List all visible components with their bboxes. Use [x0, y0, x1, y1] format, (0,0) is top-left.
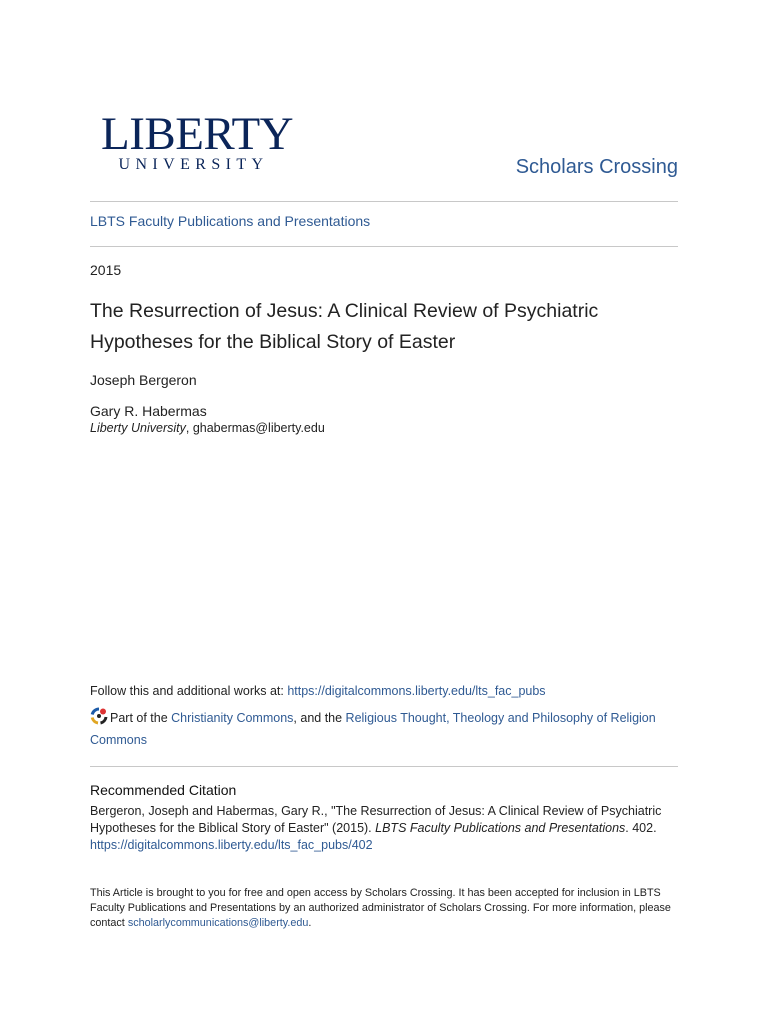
religious-thought-commons-link[interactable]: Religious Thought, Theology and Philosophy of Religion Commons: [90, 711, 656, 747]
scholars-crossing-link[interactable]: Scholars Crossing: [515, 156, 678, 178]
follow-line: [90, 684, 546, 698]
citation-body: [90, 803, 678, 854]
series-link[interactable]: LBTS Faculty Publications and Presentations: [90, 213, 371, 229]
citation-url-link[interactable]: https://digitalcommons.liberty.edu/lts_fac_pubs/402: [90, 838, 373, 852]
citation-heading: Recommended Citation: [90, 782, 237, 798]
notice-text: This Article is brought to you for free and open access by Scholars Crossing. It has been accepted for inclusion in LBTS Faculty Publications and Presentations by an authorized administrator of Scholars Crossing. For more information, please contact: [90, 887, 671, 929]
article-title: The Resurrection of Jesus: A Clinical Review of Psychiatric Hypotheses for the Biblical Story of Easter: [90, 300, 599, 353]
author-email: , ghabermas@liberty.edu: [185, 421, 325, 435]
logo-wordmark: LIBERTY: [101, 108, 294, 160]
publication-year: 2015: [90, 262, 122, 278]
christianity-commons-link[interactable]: Christianity Commons: [171, 711, 294, 725]
part-of-middle: , and the: [293, 711, 346, 725]
liberty-university-logo[interactable]: [101, 108, 294, 173]
access-notice: [90, 886, 678, 931]
citation-text: Bergeron, Joseph and Habermas, Gary R., "The Resurrection of Jesus: A Clinical Review of Psychiatric Hypotheses for the Biblical Story of Easter" (2015).: [90, 804, 662, 835]
notice-end: .: [308, 917, 312, 929]
logo-subtitle: UNIVERSITY: [118, 156, 269, 173]
divider: [90, 201, 678, 202]
contact-email-link[interactable]: scholarlycommunications@liberty.edu: [127, 917, 309, 929]
part-of-line: [90, 707, 678, 751]
follow-prefix: Follow this and additional works at:: [90, 684, 288, 698]
citation-number: . 402.: [625, 821, 657, 835]
author-name: Gary R. Habermas: [90, 403, 207, 419]
citation-series: LBTS Faculty Publications and Presentations: [375, 821, 626, 835]
affiliation-institution: Liberty University: [90, 421, 186, 435]
divider: [90, 246, 678, 247]
collection-url-link[interactable]: https://digitalcommons.liberty.edu/lts_fac_pubs: [287, 684, 546, 698]
divider: [90, 766, 678, 767]
part-of-prefix: Part of the: [110, 711, 172, 725]
network-commons-icon: [90, 707, 108, 725]
author-name: Joseph Bergeron: [90, 372, 197, 388]
author-affiliation: [90, 421, 325, 435]
